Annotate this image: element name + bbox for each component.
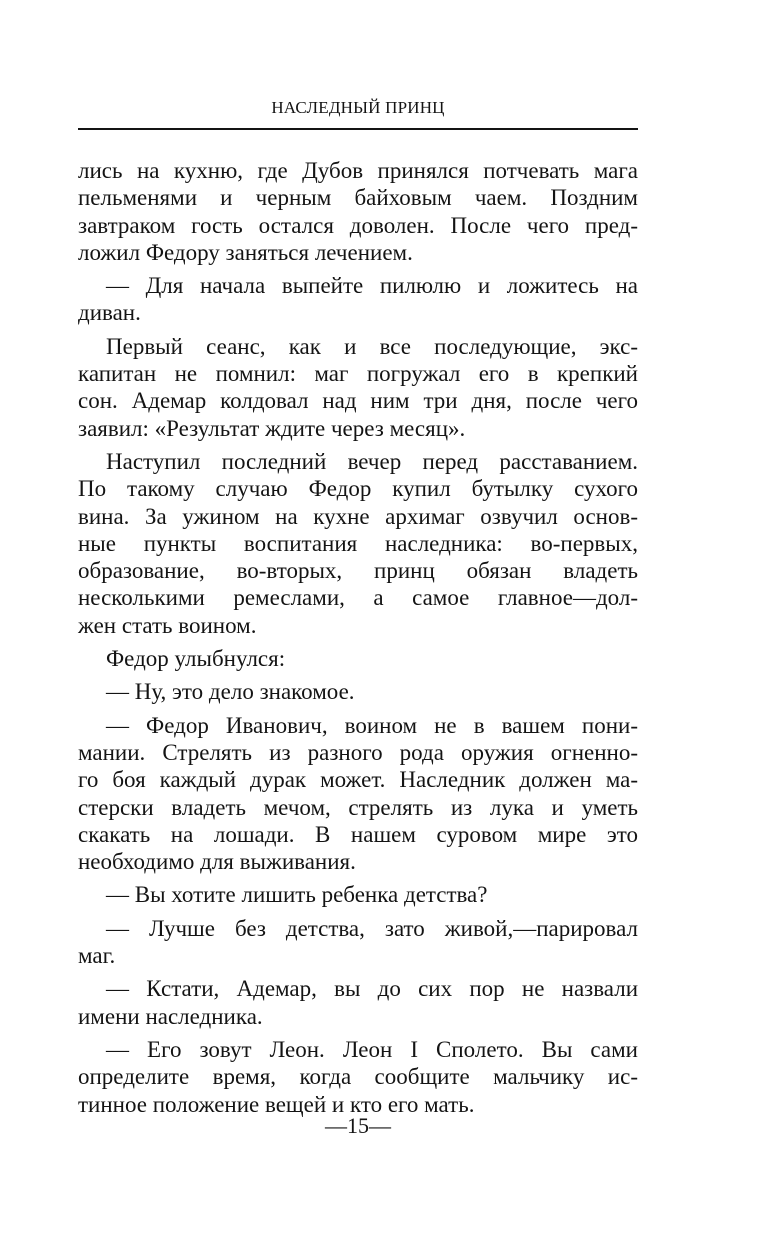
text-line: ложил Федору заняться лечением. — [78, 239, 413, 265]
paragraph — [78, 678, 638, 705]
text-line: скакать на лошади. В нашем суровом мире это — [78, 821, 638, 847]
text-line: — Федор Иванович, воином не в вашем пони- — [106, 712, 638, 738]
paragraph — [78, 448, 638, 639]
text-line: необходимо для выживания. — [78, 849, 356, 875]
text-line: — Вы хотите лишить ребенка детства? — [106, 882, 488, 908]
paragraph — [78, 333, 638, 442]
text-line: стерски владеть мечом, стрелять из лука и уметь — [78, 794, 638, 820]
paragraph — [78, 712, 638, 876]
text-line: Первый сеанс, как и все последующие, экс- — [106, 333, 638, 359]
page-number: —15— — [325, 1113, 391, 1138]
paragraph — [78, 975, 638, 1030]
text-line: лись на кухню, где Дубов принялся потчевать мага — [78, 158, 638, 183]
text-line: диван. — [78, 300, 141, 326]
text-line: Наступил последний вечер перед расставанием. — [106, 448, 638, 474]
text-line: вина. За ужином на кухне архимаг озвучил основ- — [78, 503, 638, 529]
text-line: По такому случаю Федор купил бутылку сухого — [78, 476, 638, 502]
text-line: ные пункты воспитания наследника: во-первых, — [78, 530, 638, 556]
paragraph — [78, 881, 638, 908]
text-line: — Для начала выпейте пилюлю и ложитесь на — [106, 273, 638, 299]
text-line: сон. Адемар колдовал над ним три дня, после чего — [78, 388, 638, 414]
text-line: завтраком гость остался доволен. После чего пред- — [78, 212, 638, 238]
paragraph — [78, 1036, 638, 1118]
text-line: — Ну, это дело знакомое. — [106, 679, 355, 705]
text-line: определите время, когда сообщите мальчику ис- — [78, 1064, 638, 1090]
text-line: несколькими ремеслами, а самое главное—дол- — [78, 585, 638, 611]
text-line: капитан не помнил: маг погружал его в крепкий — [78, 361, 638, 387]
text-line: жен стать воином. — [78, 612, 257, 638]
paragraph — [78, 157, 638, 266]
text-line: имени наследника. — [78, 1003, 263, 1029]
text-line: мании. Стрелять из разного рода оружия огненно- — [78, 739, 638, 765]
text-line: го боя каждый дурак может. Наследник должен ма- — [78, 767, 638, 793]
text-line: Федор улыбнулся: — [106, 646, 286, 672]
text-line: — Его зовут Леон. Леон I Сполето. Вы сами — [106, 1036, 638, 1062]
text-line: пельменями и черным байховым чаем. Поздним — [78, 185, 638, 211]
paragraph — [78, 272, 638, 327]
text-line: маг. — [78, 943, 116, 969]
body-text — [78, 157, 638, 1118]
text-line: — Лучше без детства, зато живой,—парировал — [106, 915, 638, 941]
text-line: заявил: «Результат ждите через месяц». — [78, 415, 466, 441]
text-line: — Кстати, Адемар, вы до сих пор не назвали — [106, 976, 638, 1002]
paragraph — [78, 915, 638, 970]
text-line: тинное положение вещей и кто его мать. — [78, 1091, 475, 1117]
text-line: образование, во-вторых, принц обязан владеть — [78, 558, 638, 584]
paragraph — [78, 645, 638, 672]
running-head-title: НАСЛЕДНЫЙ ПРИНЦ — [271, 98, 445, 117]
header-rule — [78, 128, 638, 130]
